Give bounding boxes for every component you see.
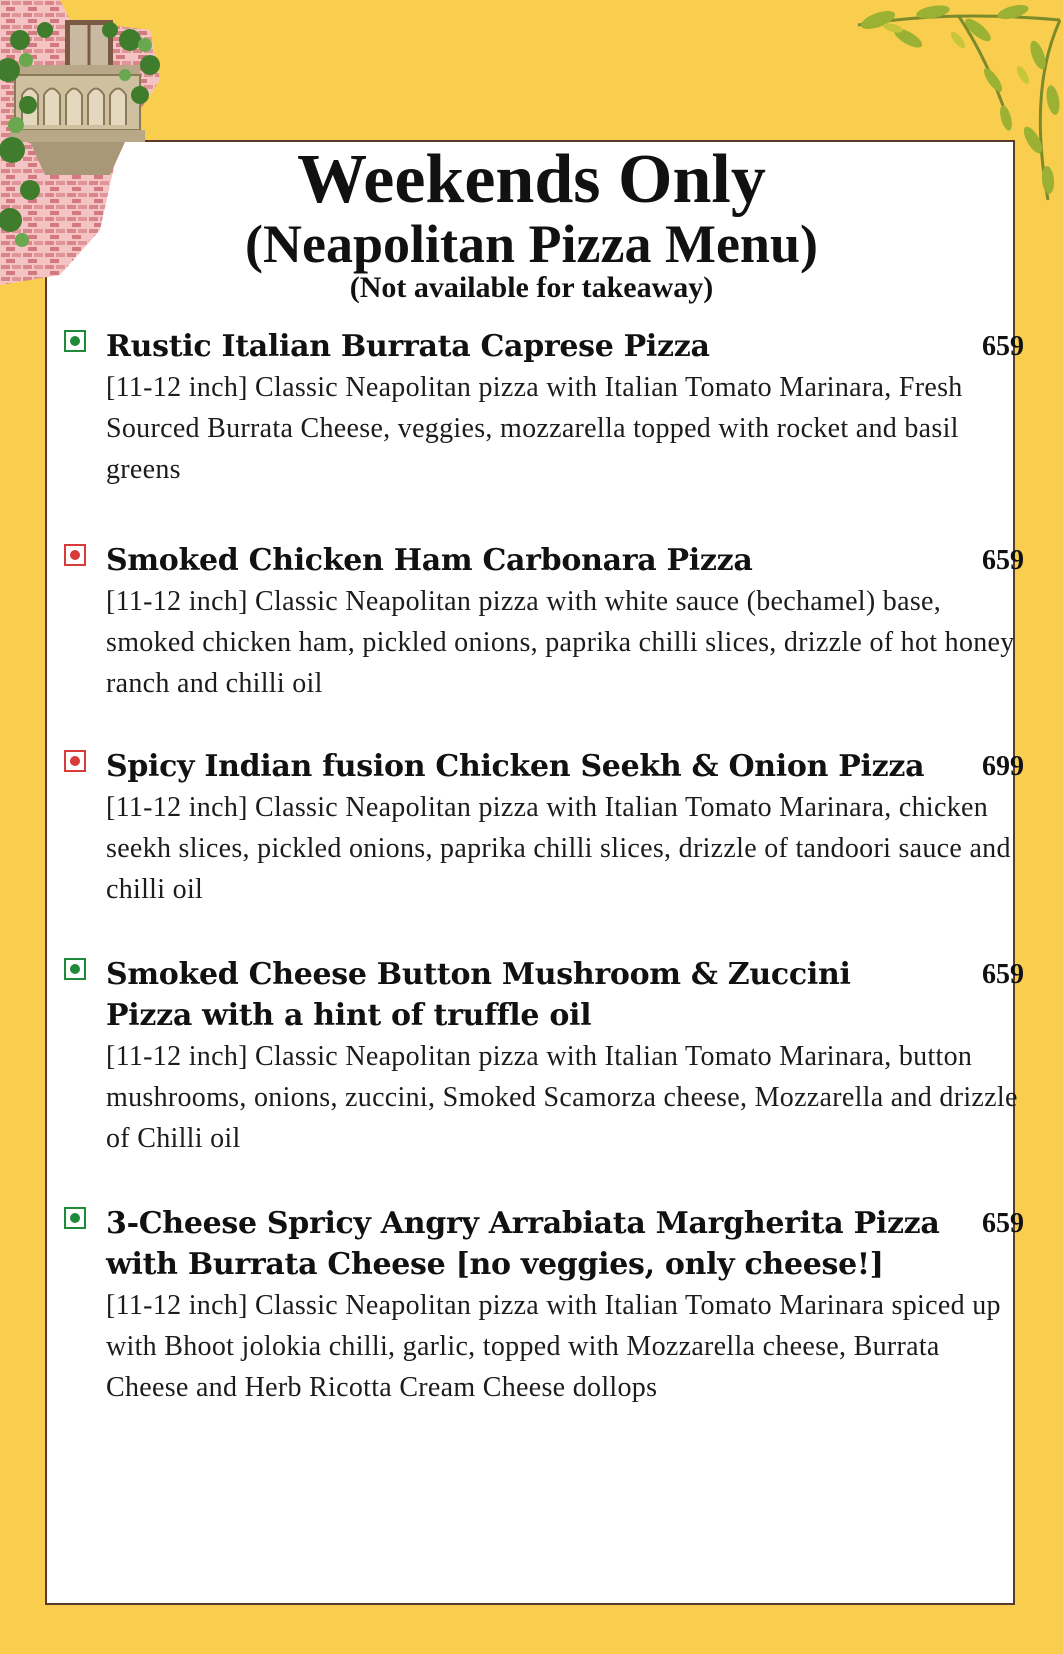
menu-item — [64, 746, 1024, 910]
non-veg-icon — [64, 544, 86, 566]
veg-icon — [64, 1207, 86, 1229]
item-price: 659 — [982, 545, 1024, 576]
menu-item — [64, 540, 1024, 704]
item-price: 659 — [982, 959, 1024, 990]
item-price: 659 — [982, 331, 1024, 362]
item-name: Rustic Italian Burrata Caprese Pizza — [106, 329, 710, 364]
non-veg-icon — [64, 750, 86, 772]
item-name: Smoked Chicken Ham Carbonara Pizza — [106, 543, 753, 578]
menu-item — [64, 326, 1024, 490]
item-description: [11-12 inch] Classic Neapolitan pizza with white sauce (bechamel) base, smoked chicken ham, pickled onions, paprika chilli slices, drizzle of hot honey ranch and chilli oil — [106, 586, 1015, 699]
veg-icon — [64, 330, 86, 352]
item-price: 699 — [982, 751, 1024, 782]
menu-item — [64, 1203, 1024, 1408]
item-name: 3-Cheese Spricy Angry Arrabiata Margherita Pizza with Burrata Cheese [no veggies, only cheese!] — [106, 1206, 940, 1282]
menu-item — [64, 954, 1024, 1159]
menu-subtitle: (Neapolitan Pizza Menu) — [245, 214, 818, 274]
item-description: [11-12 inch] Classic Neapolitan pizza with Italian Tomato Marinara, chicken seekh slices, pickled onions, paprika chilli slices, drizzle of tandoori sauce and chilli oil — [106, 792, 1011, 905]
page-title: Weekends Only — [297, 141, 766, 218]
item-name: Spicy Indian fusion Chicken Seekh & Onion Pizza — [106, 749, 925, 784]
item-description: [11-12 inch] Classic Neapolitan pizza with Italian Tomato Marinara, Fresh Sourced Burrata Cheese, veggies, mozzarella topped with rocket and basil greens — [106, 372, 963, 485]
veg-icon — [64, 958, 86, 980]
availability-note: (Not available for takeaway) — [349, 271, 714, 304]
item-price: 659 — [982, 1208, 1024, 1239]
item-description: [11-12 inch] Classic Neapolitan pizza with Italian Tomato Marinara, button mushrooms, onions, zuccini, Smoked Scamorza cheese, Mozzarella and drizzle of Chilli oil — [106, 1041, 1018, 1154]
item-name: Smoked Cheese Button Mushroom & Zuccini Pizza with a hint of truffle oil — [106, 957, 851, 1033]
item-description: [11-12 inch] Classic Neapolitan pizza with Italian Tomato Marinara spiced up with Bhoot jolokia chilli, garlic, topped with Mozzarella cheese, Burrata Cheese and Herb Ricotta Cream Cheese dollops — [106, 1290, 1001, 1403]
